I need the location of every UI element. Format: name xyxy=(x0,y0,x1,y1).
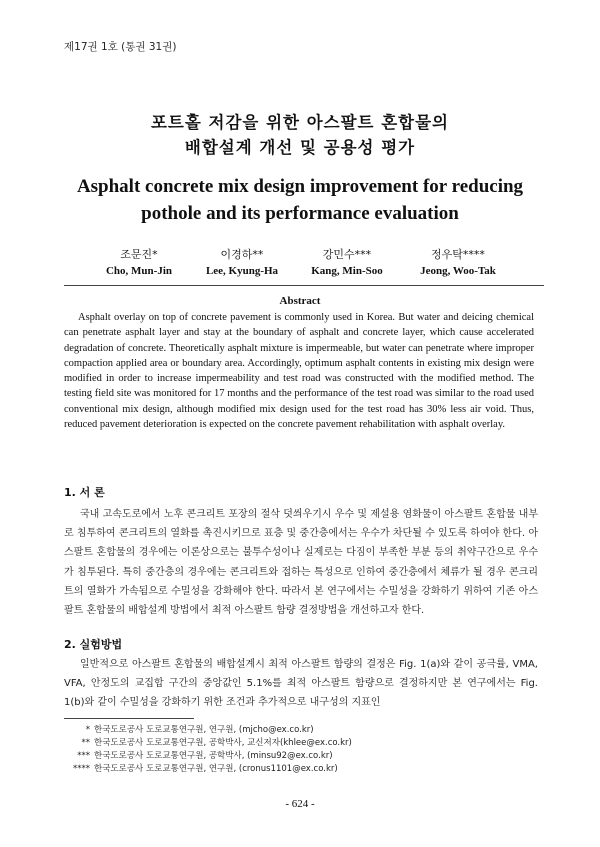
author-name-korean: 조문진* xyxy=(120,248,158,261)
footnote xyxy=(64,750,333,763)
footnote xyxy=(64,724,314,737)
introduction-paragraph: 국내 고속도로에서 노후 콘크리트 포장의 절삭 덧씌우기시 우수 및 제설용 염화물이 아스팔트 혼합물 내부로 침투하여 콘크리트의 열화를 촉진시키므로 표층 및 중간층에서는 우수가 차단될 수 있도록 하여야 한다. 아스팔트 혼합물의 경우에는 이론상으로는 불투수성이나 실제로는 다짐이 부족한 부분 등의 취약구간으로 우수가 침투된다. 특히 중간층의 경우에는 콘크리트와 접하는 특성으로 인하여 중간층에서 체류가 될 경우 콘크리트의 열화가 가속됨으로 수밀성을 강화해야 한다. 따라서 본 연구에서는 수밀성을 강화하기 위하여 기존 아스팔트 혼합물의 배합설계 방법에서 최적 아스팔트 함량 결정방법을 개선하고자 한다. xyxy=(64,509,538,617)
footnote-text: 한국도로공사 도로교통연구원, 공학박사, (minsu92@ex.co.kr) xyxy=(94,751,333,761)
footnote-mark: * xyxy=(85,725,90,735)
page-number: - 624 - xyxy=(285,798,315,810)
english-title-line-1: Asphalt concrete mix design improvement for reducing xyxy=(76,176,524,197)
footnote-text: 한국도로공사 도로교통연구원, 연구원, (cronus1101@ex.co.kr) xyxy=(94,764,338,774)
section-heading-introduction: 1. 서 론 xyxy=(64,486,105,499)
author-name-english: Cho, Mun-Jin xyxy=(105,265,173,277)
footnote-mark: **** xyxy=(73,764,90,774)
author-name-english: Jeong, Woo-Tak xyxy=(420,265,496,277)
korean-title-line-1: 포트홀 저감을 위한 아스팔트 혼합물의 xyxy=(150,113,449,132)
author-name-korean: 이경하** xyxy=(220,248,264,261)
footnote-text: 한국도로공사 도로교통연구원, 연구원, (mjcho@ex.co.kr) xyxy=(94,725,314,735)
footnote-divider xyxy=(64,718,194,719)
footnote-mark: *** xyxy=(77,751,90,761)
abstract-heading: Abstract xyxy=(279,295,321,307)
title-divider xyxy=(64,285,544,286)
journal-issue-header: 제17권 1호 (통권 31권) xyxy=(64,41,177,53)
author-name-korean: 정우탁**** xyxy=(431,248,485,261)
footnote xyxy=(64,737,352,750)
author-name-english: Lee, Kyung-Ha xyxy=(205,265,279,277)
footnote-mark: ** xyxy=(81,738,90,748)
english-title-line-2: pothole and its performance evaluation xyxy=(141,203,459,224)
author-block xyxy=(388,247,528,279)
footnote xyxy=(64,763,338,776)
section-heading-methods: 2. 실험방법 xyxy=(64,638,123,651)
author-name-korean: 강민수*** xyxy=(322,248,372,261)
footnote-text: 한국도로공사 도로교통연구원, 공학박사, 교신저자(khlee@ex.co.kr) xyxy=(94,738,352,748)
abstract-text: Asphalt overlay on top of concrete pavement is commonly used in Korea. But water and deicing chemical can penetrate asphalt layer and stay at the boundary of asphalt and concrete layer, which cause accelerated degradation of concrete. Theoretically asphalt mixture is impermeable, but water can penetrate where improper compaction applied area or boundary area. Accordingly, optimum asphalt contents in existing mix design were modified in order to increase impermeability and test road was constructed with the modified method. The testing field site was monitored for 17 months and the performance of the test road was similar to the road used conventional mix design, although modified mix design used for the test road has 30% less air void. Thus, reduced pavement deterioration is expected on the concrete pavement rehabilitation with asphalt overlay. xyxy=(64,312,534,431)
author-name-english: Kang, Min-Soo xyxy=(311,265,383,277)
korean-title-line-2: 배합설계 개선 및 공용성 평가 xyxy=(184,138,416,157)
methods-paragraph: 일반적으로 아스팔트 혼합물의 배합설계시 최적 아스팔트 함량의 결정은 Fig. 1(a)와 같이 공극률, VMA, VFA, 안정도의 교집합 구간의 중앙값인 5.1%를 최적 아스팔트 함량으로 결정하지만 본 연구에서는 Fig. 1(b)와 같이 수밀성을 강화하기 위한 조건과 추가적으로 내구성의 지표인 xyxy=(64,659,538,709)
